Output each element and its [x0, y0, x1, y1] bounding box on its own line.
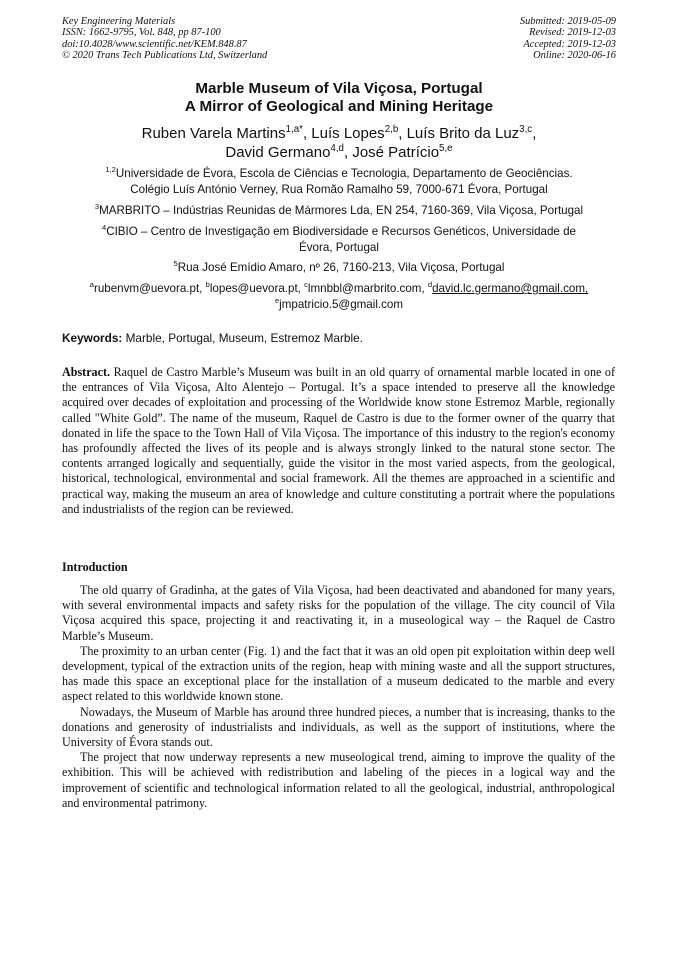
- date-accepted: Accepted: 2019-12-03: [523, 38, 616, 50]
- author-affil-sup: 2,b: [384, 124, 399, 135]
- author-line-1: Ruben Varela Martins$^{1,a*}$, Luís Lopes$^{2,b}$, Luís Brito da Luz$^{3,c}$,: [141, 124, 537, 142]
- author-line-2: David Germano$^{4,d}$, José Patrício$^{5,e}$: [225, 143, 453, 161]
- email-link[interactable]: lmnbbl@marbrito.com,: [307, 282, 428, 295]
- author-list: [62, 124, 616, 162]
- email-link[interactable]: david.lc.germano@gmail.com,: [432, 282, 589, 295]
- keywords: [62, 330, 616, 346]
- journal-copyright: © 2020 Trans Tech Publications Ltd, Switzerland: [62, 50, 268, 62]
- abstract-text: Raquel de Castro Marble’s Museum was built in an old quarry of ornamental marble located in one of the entrances of Vila Viçosa, Alto Alentejo – Portugal. It’s a space intended to preserve all the knowledge acquired over decades of exploitation and processing of the Worldwide know stone Estremoz Marble, regionally called "White Gold”. The name of the museum, Raquel de Castro is due to the former owner of the quarry that donated in life the space to the Town Hall of Vila Viçosa. The importance of this industry to the region's economy has profoundly affected the lives of its people and is always strongly linked to the natural stone sector. The contents arranged logically and sequentially, guide the visitor in the most varied aspects, from the geological, historical, technological, environmental and social framework. All the themes are approached in a scientific and practical way, making the museum an area of knowledge and culture constituting a portrait where the populations and industrialists of the region can be reviewed.: [62, 365, 615, 516]
- paragraph: The old quarry of Gradinha, at the gates of Vila Viçosa, had been deactivated and abandoned for many years, with several environmental impacts and safety risks for the population of the village. The city council of Vila Viçosa acquired this space, projecting it and reactivating it, in a museological way – the Raquel de Castro Marble’s Museum.: [62, 583, 615, 643]
- affiliation-2: $^3$MARBRITO – Indústrias Reunidas de Mármores Lda, EN 254, 7160-369, Vila Viçosa, Portugal: [94, 202, 584, 217]
- title-line-1: Marble Museum of Vila Viçosa, Portugal: [195, 80, 483, 97]
- email-link[interactable]: lopes@uevora.pt,: [209, 282, 305, 295]
- keywords-text: Marble, Portugal, Museum, Estremoz Marble.: [122, 331, 363, 345]
- author-name: José Patrício: [352, 144, 440, 161]
- author-affil-sup: 3,c: [519, 124, 533, 135]
- paragraph: Nowadays, the Museum of Marble has around three hundred pieces, a number that is increasing, thanks to the donations and generosity of industrialists and individuals, as well as the support of institutions, where the University of Évora stands out.: [62, 704, 615, 750]
- abstract-label: Abstract.: [62, 365, 111, 379]
- author-affil-sup: 4,d: [330, 143, 344, 154]
- paragraph: The proximity to an urban center (Fig. 1) and the fact that it was an old open pit exploitation within deep well development, typical of the extraction units of the region, heap with mining waste and all the support structures, has made this space an exceptional place for the installation of a museum dedicated to the marble and every aspect related to this worldwide known stone.: [62, 643, 615, 704]
- affiliation-4: $^5$Rua José Emídio Amaro, nº 26, 7160-213, Vila Viçosa, Portugal: [173, 259, 505, 274]
- author-name: David Germano: [225, 144, 331, 161]
- abstract: [62, 365, 615, 517]
- date-online: Online: 2020-06-16: [533, 50, 616, 62]
- journal-issn: ISSN: 1662-9795, Vol. 848, pp 87-100: [62, 27, 221, 39]
- paper-title: [62, 80, 616, 116]
- author-affil-sup: 5,e: [439, 143, 453, 154]
- affiliation-1: $^{1,2}$Universidade de Évora, Escola de Ciências e Tecnologia, Departamento de Geociências. Colégio Luís António Verney, Rua Romão Ramalho 59, 7000-671 Évora, Portugal: [105, 165, 573, 196]
- journal-info: [62, 16, 267, 62]
- submission-dates: [520, 16, 616, 62]
- paragraph: The project that now underway represents a new museological trend, aiming to improve the quality of the exhibition. This will be achieved with redistribution and labeling of the pieces in a logical way and the improvement of scientific and technological information related to all the geological, industrial, anthropological and environmental patrimony.: [62, 750, 615, 810]
- journal-doi: doi:10.4028/www.scientific.net/KEM.848.87: [62, 38, 247, 50]
- affiliation-3: $^4$CIBIO – Centro de Investigação em Biodiversidade e Recursos Genéticos, Universidade de Évora, Portugal: [102, 223, 576, 254]
- email-link[interactable]: jmpatricio.5@gmail.com: [279, 298, 404, 311]
- keywords-label: Keywords:: [62, 331, 123, 345]
- author-affil-sup: 1,a*: [285, 124, 303, 135]
- section-heading-introduction: Introduction: [62, 560, 128, 574]
- date-revised: Revised: 2019-12-03: [529, 27, 616, 39]
- author-name: Ruben Varela Martins: [141, 125, 286, 142]
- introduction-body: [62, 583, 615, 811]
- title-line-2: A Mirror of Geological and Mining Heritage: [184, 98, 494, 115]
- email-link[interactable]: rubenvm@uevora.pt,: [93, 282, 206, 295]
- journal-name: Key Engineering Materials: [62, 16, 176, 27]
- author-name: Luís Brito da Luz: [406, 125, 520, 142]
- author-name: Luís Lopes: [311, 125, 385, 142]
- email-list: $^a$rubenvm@uevora.pt, $^b$lopes@uevora.pt, $^c$lmnbbl@marbrito.com, $^d$david.lc.germano@gmail.com, $^e$jmpatricio.5@gmail.com: [89, 280, 589, 311]
- date-submitted: Submitted: 2019-05-09: [519, 16, 616, 27]
